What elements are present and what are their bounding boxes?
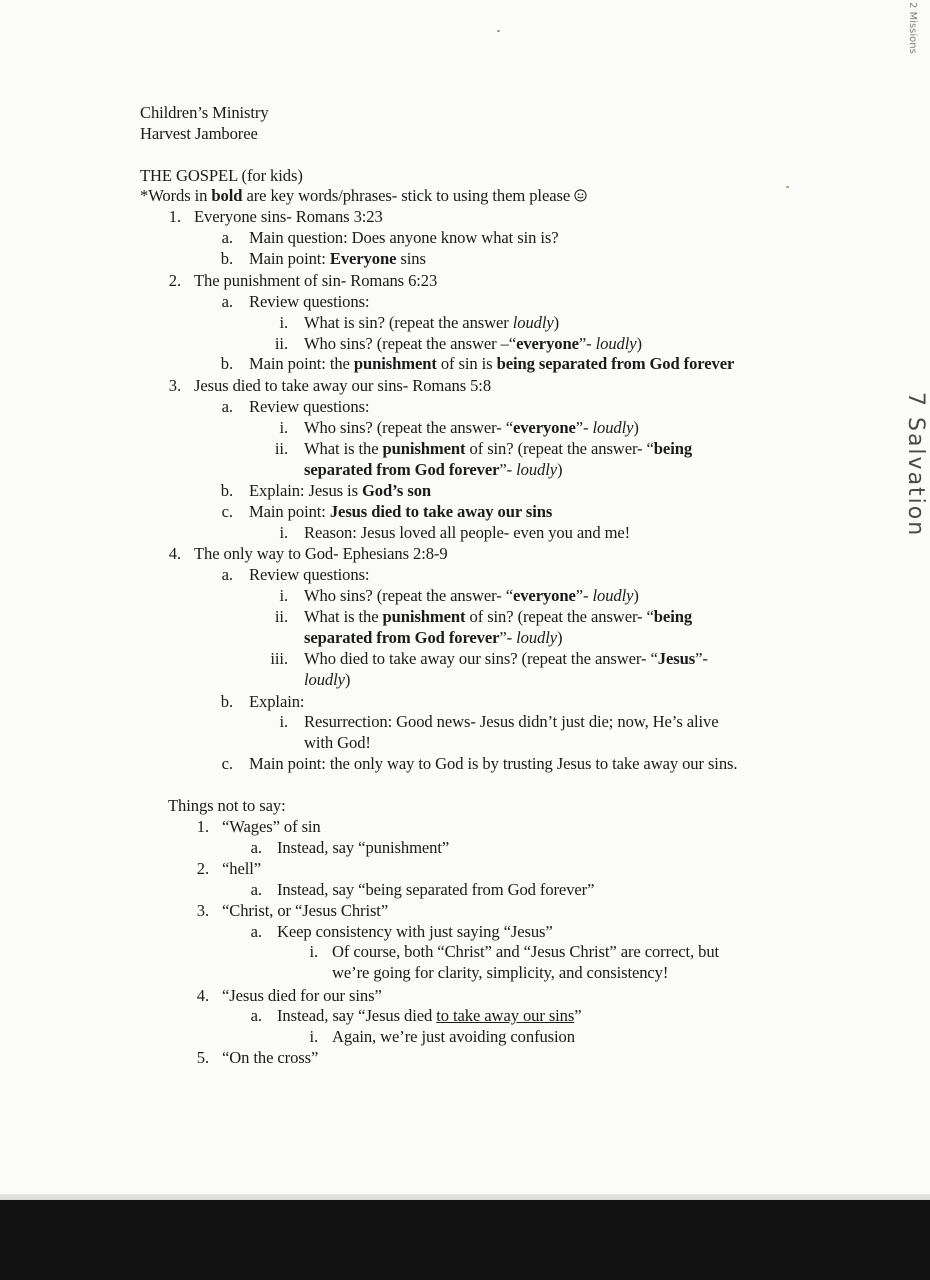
outline-text — [194, 206, 383, 227]
text-segment: Who sins? (repeat the answer- “ — [304, 586, 513, 605]
text-segment: Who sins? (repeat the answer- “ — [304, 418, 513, 437]
key-phrase: punishment — [382, 607, 466, 626]
text-segment: ) — [553, 313, 560, 332]
outline-text — [222, 900, 388, 921]
text-segment: What is the — [304, 439, 383, 458]
text-segment: “Christ, or “Jesus Christ” — [222, 901, 389, 920]
emphasis-text: loudly — [592, 586, 634, 605]
outline-text — [194, 375, 491, 396]
outline-text — [304, 627, 562, 648]
text-segment: Who sins? (repeat the answer –“ — [304, 334, 517, 353]
outline-text — [222, 816, 321, 837]
text-segment: Main point: the only way to God is by trusting Jesus to take away our sins. — [249, 754, 738, 773]
outline-text — [249, 227, 558, 248]
outline-text — [277, 879, 594, 900]
text-segment: “On the cross” — [222, 1048, 319, 1067]
key-phrase: punishment — [382, 439, 466, 458]
text-segment: sins — [396, 249, 426, 268]
outline-text — [194, 270, 437, 291]
key-phrase: punishment — [353, 354, 437, 373]
note-bold-word: bold — [211, 186, 243, 205]
list-marker: c. — [221, 754, 233, 773]
key-phrase: being — [653, 439, 693, 458]
text-segment: Things not to say: — [168, 796, 286, 815]
list-marker: a. — [250, 922, 262, 941]
text-segment: Who died to take away our sins? (repeat the answer- “ — [304, 649, 658, 668]
key-phrase: separated from God forever — [304, 460, 500, 479]
text-segment: Instead, say “Jesus died — [277, 1006, 437, 1025]
key-phrase: everyone — [516, 334, 579, 353]
list-marker: ii. — [274, 607, 288, 626]
text-segment: Review questions: — [249, 397, 370, 416]
list-marker: b. — [220, 354, 233, 373]
list-marker: ii. — [274, 334, 288, 353]
outline-text — [168, 795, 286, 816]
text-segment: we’re going for clarity, simplicity, and consistency! — [332, 963, 669, 982]
text-segment: Main question: Does anyone know what sin is? — [249, 228, 559, 247]
outline-text — [304, 669, 350, 690]
key-phrase: Everyone — [329, 249, 397, 268]
list-marker: b. — [220, 692, 233, 711]
text-segment: Everyone sins- Romans 3:23 — [194, 207, 383, 226]
emphasis-text: loudly — [516, 628, 558, 647]
ministry-name: Children’s Ministry — [140, 103, 269, 122]
list-marker: iii. — [270, 649, 288, 668]
emphasis-text: loudly — [304, 670, 345, 689]
outline-text — [304, 417, 639, 438]
outline-text — [222, 985, 382, 1006]
text-segment: ”- — [575, 418, 593, 437]
list-marker: i. — [279, 418, 288, 437]
list-marker: b. — [220, 249, 233, 268]
list-marker: i. — [279, 523, 288, 542]
outline-text — [249, 396, 369, 417]
outline-text — [332, 1026, 575, 1047]
text-segment: ) — [557, 628, 563, 647]
outline-text — [222, 1047, 318, 1068]
list-marker: b. — [220, 481, 233, 500]
margin-note-salvation: 7 Salvation — [903, 392, 928, 538]
text-segment: Resurrection: Good news- Jesus didn’t just die; now, He’s alive — [304, 712, 719, 731]
key-phrase: Jesus — [657, 649, 696, 668]
list-marker: i. — [279, 313, 288, 332]
text-segment: The punishment of sin- Romans 6:23 — [194, 271, 438, 290]
text-segment: ) — [633, 418, 639, 437]
outline-text — [249, 564, 369, 585]
outline-text — [277, 837, 449, 858]
text-segment: Main point: — [249, 249, 330, 268]
outline-text — [222, 858, 261, 879]
outline-text — [249, 753, 737, 774]
outline-text — [304, 438, 692, 459]
outline-text — [249, 501, 552, 522]
text-segment: Keep consistency with just saying “Jesus” — [277, 922, 553, 941]
text-segment: of sin is — [436, 354, 497, 373]
list-marker: 2. — [168, 271, 181, 290]
text-segment: ”- — [695, 649, 708, 668]
list-marker: 3. — [168, 376, 181, 395]
outline-text — [304, 711, 718, 732]
list-marker: 1. — [196, 817, 209, 836]
text-segment: Jesus died to take away our sins- Romans 5:8 — [194, 376, 492, 395]
list-marker: 4. — [196, 986, 209, 1005]
list-marker: 3. — [196, 901, 209, 920]
text-segment: ”- — [575, 586, 593, 605]
text-segment: ”- — [578, 334, 596, 353]
emphasis-text: loudly — [516, 460, 558, 479]
text-segment: with God! — [304, 733, 371, 752]
key-words-note — [140, 185, 587, 206]
outline-text — [304, 648, 708, 669]
event-name: Harvest Jamboree — [140, 124, 258, 143]
list-marker: i. — [279, 712, 288, 731]
outline-text — [249, 291, 369, 312]
outline-text — [249, 691, 304, 712]
list-marker: a. — [221, 397, 233, 416]
text-segment: of sin? (repeat the answer- “ — [465, 607, 654, 626]
list-marker: ii. — [274, 439, 288, 458]
key-phrase: Jesus died to take away our sins — [329, 502, 553, 521]
list-marker: 1. — [168, 207, 181, 226]
list-marker: a. — [250, 1006, 262, 1025]
text-segment: Explain: — [249, 692, 305, 711]
text-segment: Again, we’re just avoiding confusion — [332, 1027, 575, 1046]
text-segment: What is the — [304, 607, 383, 626]
note-suffix: are key words/phrases- stick to using them please — [242, 186, 575, 205]
list-marker: 4. — [168, 544, 181, 563]
list-marker: i. — [279, 586, 288, 605]
outline-text — [304, 459, 562, 480]
margin-note-missions: 2 Missions — [907, 2, 918, 54]
page-title: THE GOSPEL (for kids) — [140, 166, 303, 185]
key-phrase: being — [653, 607, 693, 626]
outline-text — [332, 962, 668, 983]
list-marker: a. — [250, 838, 262, 857]
text-segment: ” — [574, 1006, 582, 1025]
outline-text — [277, 921, 553, 942]
list-marker: a. — [221, 292, 233, 311]
list-marker: a. — [221, 565, 233, 584]
text-segment: Instead, say “punishment” — [277, 838, 450, 857]
list-marker: 2. — [196, 859, 209, 878]
outline-text — [249, 248, 426, 269]
list-marker: c. — [221, 502, 233, 521]
emphasis-text: loudly — [512, 313, 554, 332]
outline-text — [304, 606, 692, 627]
text-segment: ) — [344, 670, 351, 689]
text-segment: Explain: Jesus is — [249, 481, 362, 500]
outline-text — [249, 480, 431, 501]
emphasis-text: loudly — [595, 334, 637, 353]
outline-text — [304, 522, 630, 543]
scan-speck — [786, 186, 789, 188]
outline-text — [304, 732, 371, 753]
text-segment: “Jesus died for our sins” — [222, 986, 382, 1005]
outline-text — [304, 312, 559, 333]
text-segment: Reason: Jesus loved all people- even you and me! — [304, 523, 631, 542]
outline-text — [332, 941, 719, 962]
key-phrase: being separated from God forever — [496, 354, 735, 373]
text-segment: ) — [636, 334, 642, 353]
text-segment: ) — [633, 586, 639, 605]
outline-text — [194, 543, 448, 564]
text-segment: Instead, say “being separated from God forever” — [277, 880, 595, 899]
scan-speck — [497, 30, 500, 32]
note-prefix: *Words in — [140, 186, 212, 205]
text-segment: Of course, both “Christ” and “Jesus Christ” are correct, but — [332, 942, 720, 961]
text-segment: What is sin? (repeat the answer — [304, 313, 513, 332]
list-marker: i. — [309, 942, 318, 961]
text-segment: ”- — [499, 628, 517, 647]
emphasis-text: loudly — [592, 418, 634, 437]
list-marker: i. — [309, 1027, 318, 1046]
key-phrase: God’s son — [361, 481, 432, 500]
text-segment: ) — [557, 460, 563, 479]
key-phrase: everyone — [512, 418, 576, 437]
key-phrase: everyone — [512, 586, 576, 605]
text-segment: Main point: the — [249, 354, 354, 373]
text-segment: Main point: — [249, 502, 330, 521]
text-segment: to take away our sins — [436, 1006, 575, 1025]
list-marker: a. — [250, 880, 262, 899]
outline-text — [277, 1005, 582, 1026]
text-segment: The only way to God- Ephesians 2:8-9 — [194, 544, 448, 563]
text-segment: Review questions: — [249, 292, 370, 311]
text-segment: “Wages” of sin — [222, 817, 321, 836]
smiley-face-icon — [574, 189, 587, 202]
list-marker: 5. — [196, 1048, 209, 1067]
key-phrase: separated from God forever — [304, 628, 500, 647]
text-segment: ”- — [499, 460, 517, 479]
outline-text — [304, 333, 642, 354]
text-segment: “hell” — [222, 859, 262, 878]
text-segment: of sin? (repeat the answer- “ — [465, 439, 654, 458]
list-marker: a. — [221, 228, 233, 247]
outline-text — [304, 585, 639, 606]
text-segment: Review questions: — [249, 565, 370, 584]
outline-text — [249, 353, 734, 374]
